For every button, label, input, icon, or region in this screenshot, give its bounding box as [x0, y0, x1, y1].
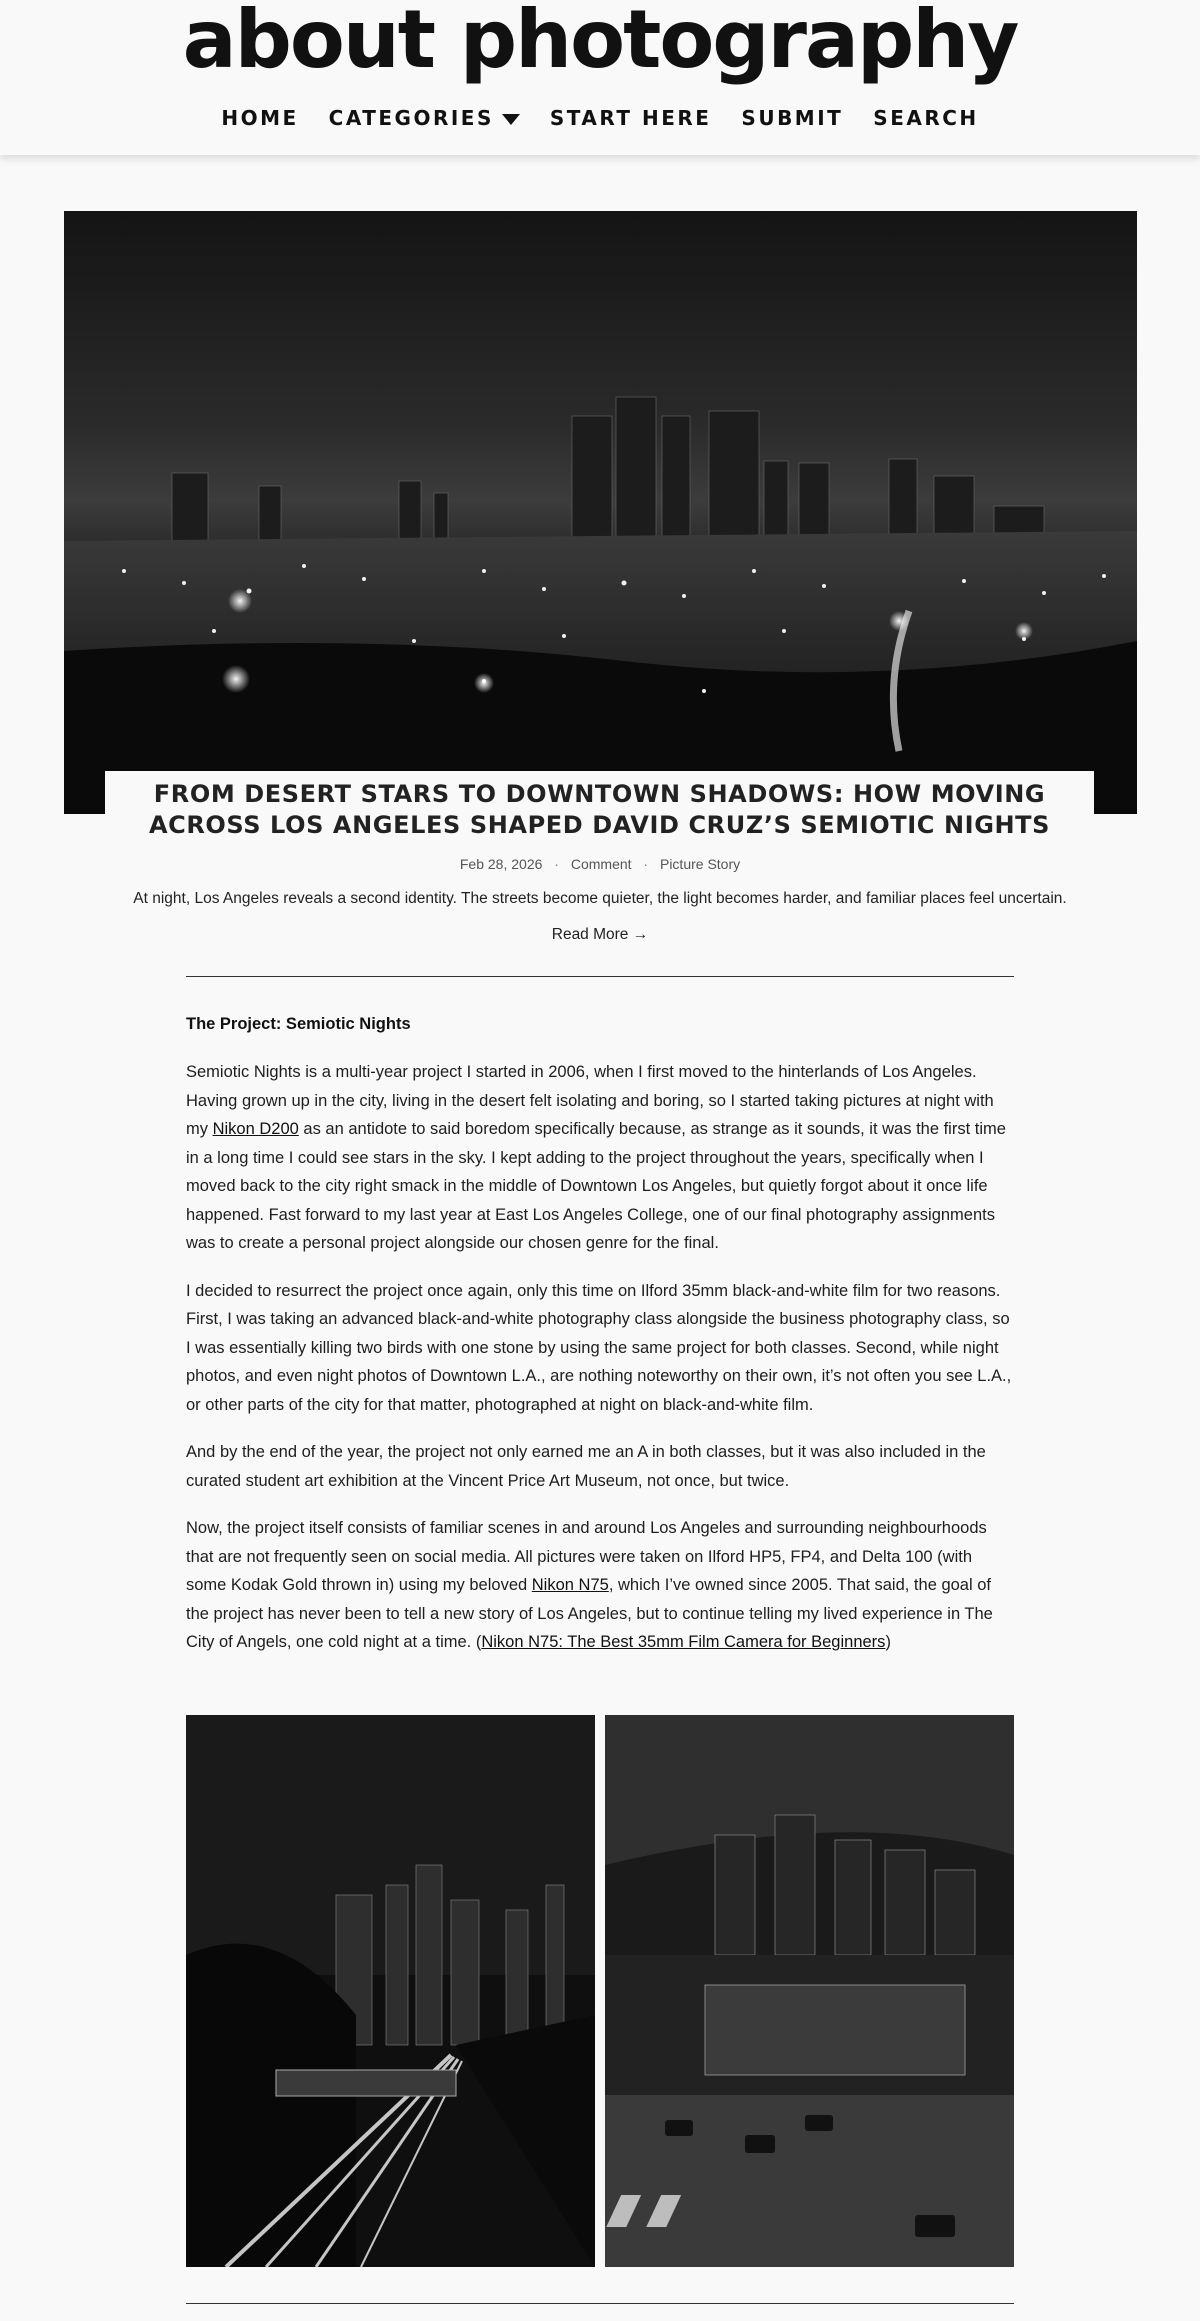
paragraph-4-text-a: Now, the project itself consists of familiar scenes in and around Los Angeles and surrounding neighbourhoods that are not frequently seen on social media. All pictures were taken on Ilford HP5, FP4, and Delta 100 (with some Kodak Gold thrown in) using my beloved — [186, 1519, 987, 1594]
post-excerpt: At night, Los Angeles reveals a second identity. The streets become quieter, the light becomes harder, and familiar places feel uncertain. — [133, 890, 1067, 907]
meta-separator: · — [554, 856, 559, 872]
nav-home[interactable]: HOME — [221, 106, 299, 130]
nav-categories[interactable] — [329, 100, 520, 136]
post-date: Feb 28, 2026 — [459, 856, 543, 872]
nav-submit[interactable]: SUBMIT — [741, 106, 844, 130]
freeway-skyline-illustration — [186, 1715, 595, 2267]
main-nav — [0, 100, 1200, 136]
site-title[interactable]: about photography — [182, 0, 1018, 86]
paragraph-1 — [186, 1058, 1014, 1258]
nav-search[interactable]: SEARCH — [873, 106, 979, 130]
read-more-label: Read More — [551, 926, 629, 943]
divider-top — [186, 976, 1014, 977]
paragraph-1-text-b: as an antidote to said boredom specifically because, as strange as it sounds, it was the first time in a long time I could see stars in the sky. I kept adding to the project throughout the years, specifically when I moved back to the city right smack in the middle of Downtown Los Angeles, but quietly forgot about it once life happened. Fast forward to my last year at East Los Angeles College, one of our final photography assignments was to create a personal project alongside our chosen genre for the final. — [186, 1120, 1006, 1252]
post-meta — [0, 856, 1200, 872]
read-more-link[interactable] — [552, 926, 649, 943]
meta-separator: · — [643, 856, 649, 872]
article-body — [186, 1010, 1014, 1676]
nav-categories-label: CATEGORIES — [328, 106, 494, 130]
headline-box — [105, 771, 1094, 848]
paragraph-4-text-c: ) — [885, 1633, 891, 1651]
site-header — [0, 0, 1200, 155]
section-heading: The Project: Semiotic Nights — [186, 1015, 411, 1033]
arrow-right-icon: → — [632, 926, 649, 943]
paragraph-2: I decided to resurrect the project once again, only this time on Ilford 35mm black-and-white film for two reasons. First, I was taking an advanced black-and-white photography class alongside the business photography class, so I was essentially killing two birds with one stone by using the same project for both classes. Second, while night photos, and even night photos of Downtown L.A., are nothing noteworthy on their own, it’s not often you see L.A., or other parts of the city for that matter, photographed at night on black-and-white film. — [186, 1281, 1012, 1414]
intersection-skyline-illustration — [605, 1715, 1014, 2267]
comment-link[interactable]: Comment — [570, 856, 632, 872]
paragraph-3: And by the end of the year, the project not only earned me an A in both classes, but it was also included in the curated student art exhibition at the Vincent Price Art Museum, not once, but twice. — [186, 1443, 986, 1490]
nikon-n75-guide-link[interactable]: Nikon N75: The Best 35mm Film Camera for Beginners — [481, 1633, 886, 1651]
nikon-n75-link[interactable]: Nikon N75 — [531, 1576, 609, 1594]
photo-gallery — [186, 1715, 1014, 2267]
hero-image[interactable] — [64, 211, 1137, 814]
paragraph-4 — [186, 1514, 1014, 1657]
nav-start-here[interactable]: START HERE — [549, 106, 712, 130]
paragraph-1-text-a: Semiotic Nights is a multi-year project I started in 2006, when I first moved to the hinterlands of Los Angeles. Having grown up in the city, living in the desert felt isolating and boring, so I started taking pictures at night with my — [186, 1063, 994, 1138]
caret-down-icon — [502, 114, 520, 125]
paragraph-4-text-b: , which I’ve owned since 2005. That said, the goal of the project has never been to tell a new story of Los Angeles, but to continue telling my lived experience in The City of Angels, one cold night at a time. ( — [186, 1576, 993, 1651]
divider-bottom — [186, 2303, 1014, 2304]
gallery-photo-freeway[interactable] — [186, 1715, 595, 2267]
gallery-photo-intersection[interactable] — [605, 1715, 1014, 2267]
post-title[interactable]: FROM DESERT STARS TO DOWNTOWN SHADOWS: HOW MOVING ACROSS LOS ANGELES SHAPED DAVID CRUZ’S SEMIOTIC NIGHTS — [148, 779, 1051, 839]
night-city-skyline-illustration — [64, 211, 1137, 814]
nikon-d200-link[interactable]: Nikon D200 — [212, 1120, 299, 1138]
category-link[interactable]: Picture Story — [659, 856, 741, 872]
read-more — [0, 926, 1200, 944]
